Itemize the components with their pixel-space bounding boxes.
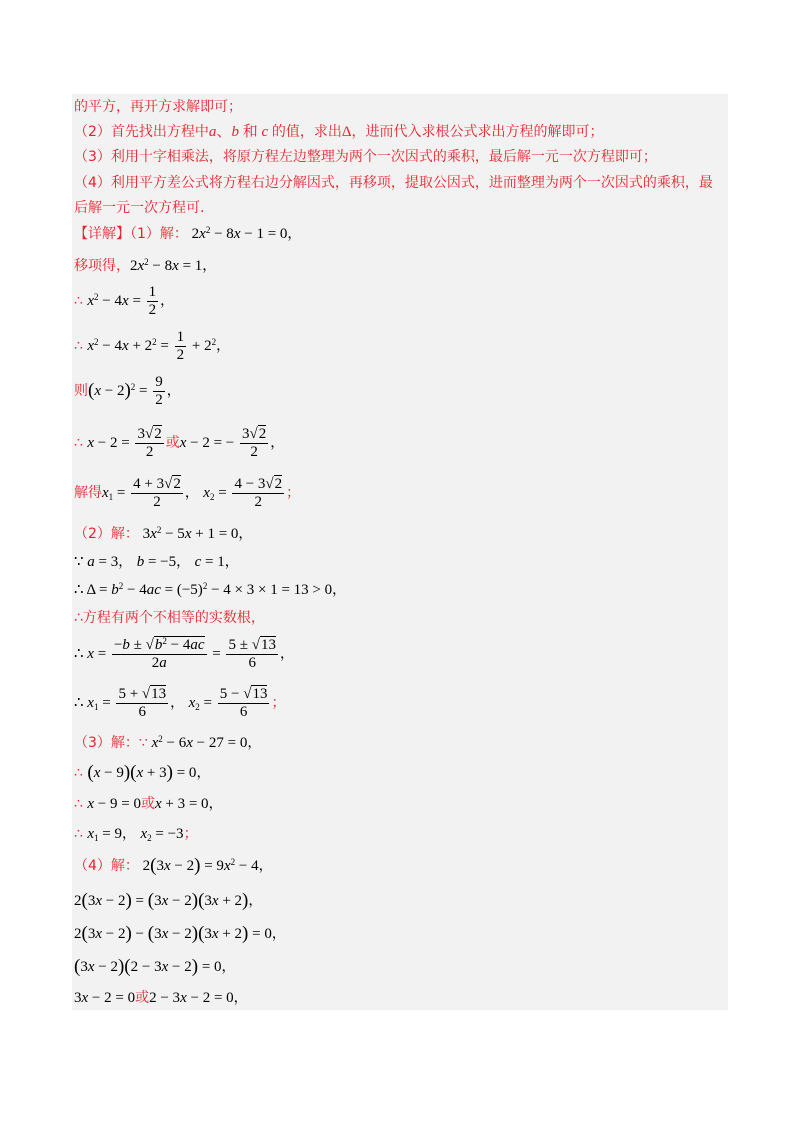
step-3-3: ∴ $x_1 = 9$， $x_2 = -3$； xyxy=(74,826,198,843)
step-2-3: ∴方程有两个不相等的实数根， xyxy=(74,610,265,626)
step-4-1: 2(3x − 2) = (3x − 2)(3x + 2)， xyxy=(74,890,263,911)
step-3-1: ∴ (x − 9)(x + 3) = 0， xyxy=(74,762,211,783)
method-line-5: 后解一元一次方程可. xyxy=(74,200,205,216)
step-3-2: ∴ x − 9 = 0或x + 3 = 0， xyxy=(74,796,223,812)
detail-header: 【详解】（1）解： $2x^2 - 8x - 1 = 0$， xyxy=(74,225,302,242)
method-line-3: （3）利用十字相乘法，将原方程左边整理为两个一次因式的乘积，最后解一元一次方程即可； xyxy=(74,149,657,165)
step-1-4: 则$(x - 2)^2$ = $\frac{9}{2}$ ， xyxy=(74,374,181,408)
part-2-header: （2）解： $3x^2 - 5x + 1 = 0$， xyxy=(74,525,253,542)
step-1-2: ∴ $x^2 - 4x$ = $\frac{1}{2}$ ， xyxy=(74,284,175,318)
step-1-6: 解得$x_1$ = $\frac{4 + 3√2}{2}$ ， $x_2$ = $\frac{4 - 3√2}{2}$ ； xyxy=(74,476,301,510)
step-4-3: (3x − 2)(2 − 3x − 2) = 0， xyxy=(74,956,236,977)
method-line-4: （4）利用平方差公式将方程右边分解因式，再移项，提取公因式，进而整理为两个一次因式的乘积，最 xyxy=(74,175,713,191)
step-1-3: ∴ $x^2 - 4x + 2^2$ = $\frac{1}{2}$ + $2^2$， xyxy=(74,329,231,363)
method-line-2: （2）首先找出方程中a、b 和 c 的值，求出Δ，进而代入求根公式求出方程的解即可； xyxy=(74,124,604,140)
step-1-5: ∴ x − 2 = $\frac{3√2}{2}$ 或x − 2 = − $\frac{3√2}{2}$ ， xyxy=(74,426,285,460)
method-line-1: 的平方，再开方求解即可； xyxy=(74,99,242,115)
step-4-4: 3x − 2 = 0或2 − 3x − 2 = 0， xyxy=(74,990,248,1006)
step-2-2: ∴ $\Delta = b^2 - 4ac = (-5)^2 - 4 \times 3 \times 1 = 13 > 0$， xyxy=(74,581,347,598)
step-1-1: 移项得，$2x^2 - 8x = 1$， xyxy=(74,257,217,274)
step-2-5: ∴ $x_1$ = $\frac{5 + √13}{6}$ ， $x_2$ = $\frac{5 - √13}{6}$ ； xyxy=(74,686,286,720)
step-4-2: 2(3x − 2) − (3x − 2)(3x + 2) = 0， xyxy=(74,923,286,944)
step-2-1: ∵ a = 3， b = −5， c = 1， xyxy=(74,554,239,570)
part-3-header: （3）解：∵ $x^2 - 6x - 27 = 0$， xyxy=(74,734,262,751)
step-2-4: ∴ x = $\frac{-b \pm √b^2 - 4ac}{2a}$ = $\frac{5 \pm √13}{6}$ ， xyxy=(74,636,294,671)
part-4-header: （4）解： $2(3x - 2) = 9x^2 - 4$， xyxy=(74,855,273,876)
